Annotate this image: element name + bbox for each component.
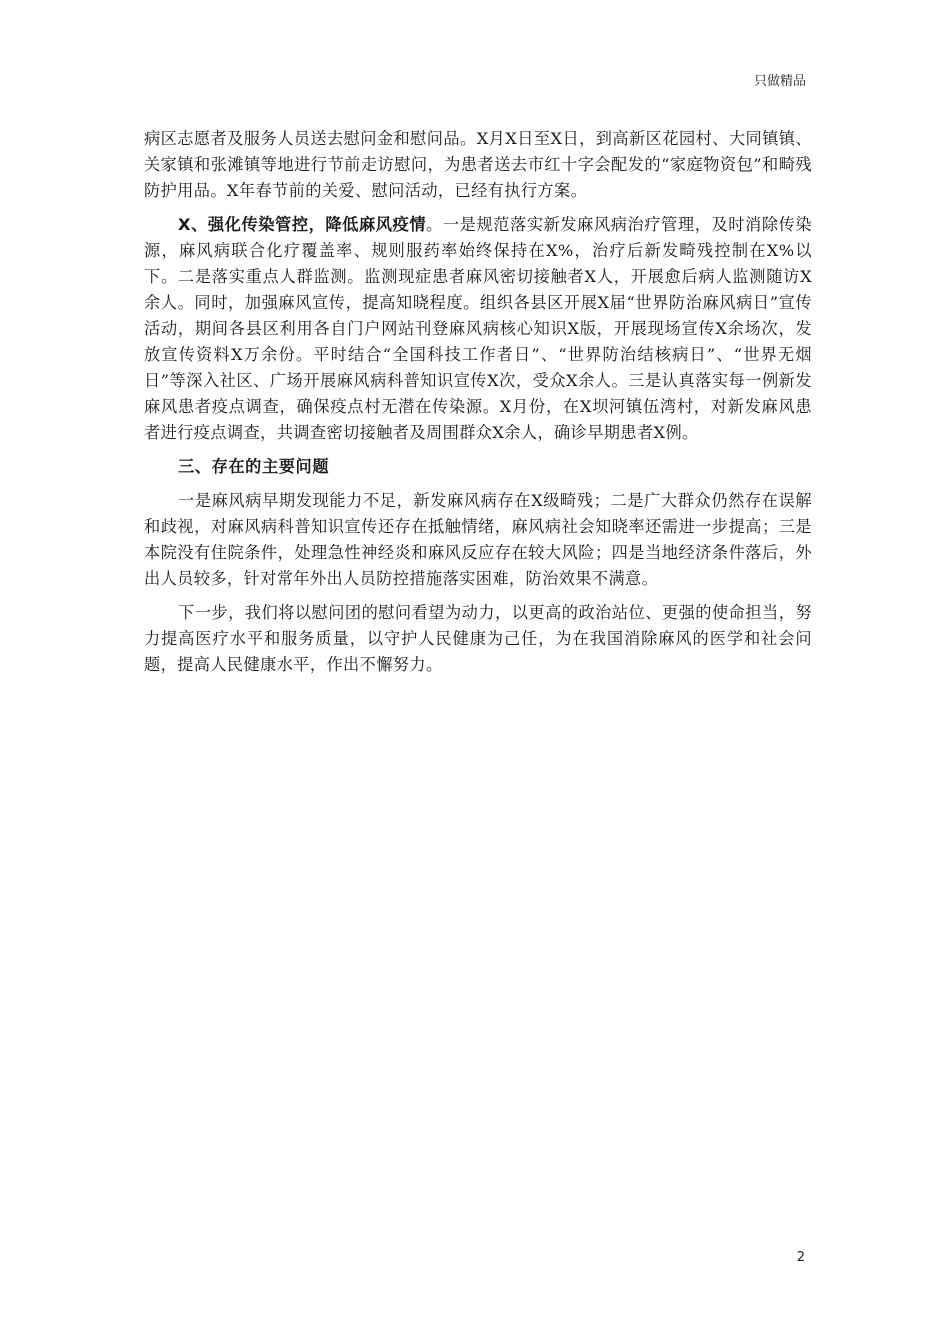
paragraph-continuation: 病区志愿者及服务人员送去慰问金和慰问品。X月X日至X日，到高新区花园村、大同镇镇、关家镇和张滩镇等地进行节前走访慰问，为患者送去市红十字会配发的“家庭物资包”和畸残防护用品。X年春节前的关爱、慰问活动，已经有执行方案。 <box>144 129 812 200</box>
paragraph-control-measures <box>144 212 812 446</box>
header-note: 只做精品 <box>753 74 806 89</box>
document-body <box>144 126 812 686</box>
paragraph-body-text: 。一是规范落实新发麻风病治疗管理，及时消除传染源，麻风病联合化疗覆盖率、规则服药率始终保持在X%，治疗后新发畸残控制在X%以下。二是落实重点人群监测。监测现症患者麻风密切接触者X人，开展愈后病人监测随访X余人。同时，加强麻风宣传，提高知晓程度。组织各县区开展X届“世界防治麻风病日”宣传活动，期间各县区利用各自门户网站刊登麻风病核心知识X版，开展现场宣传X余场次，发放宣传资料X万余份。平时结合“全国科技工作者日”、“世界防治结核病日”、“世界无烟日”等深入社区、广场开展麻风病科普知识宣传X次，受众X余人。三是认真落实每一例新发麻风患者疫点调查，确保疫点村无潜在传染源。X月份，在X坝河镇伍湾村，对新发麻风患者进行疫点调查，共调查密切接触者及周围群众X余人，确诊早期患者X例。 <box>144 215 812 442</box>
paragraph-lead-heading: X、强化传染管控，降低麻风疫情 <box>178 215 427 234</box>
paragraph-next-steps: 下一步，我们将以慰问团的慰问看望为动力，以更高的政治站位、更强的使命担当，努力提高医疗水平和服务质量，以守护人民健康为己任，为在我国消除麻风的医学和社会问题，提高人民健康水平，作出不懈努力。 <box>144 603 812 674</box>
page-number: 2 <box>796 1250 805 1265</box>
paragraph-problems: 一是麻风病早期发现能力不足，新发麻风病存在X级畸残；二是广大群众仍然存在误解和歧视，对麻风病科普知识宣传还存在抵触情绪，麻风病社会知晓率还需进一步提高；三是本院没有住院条件，处理急性神经炎和麻风反应存在较大风险；四是当地经济条件落后，外出人员较多，针对常年外出人员防控措施落实困难，防治效果不满意。 <box>144 491 812 588</box>
section-heading-main-problems: 三、存在的主要问题 <box>178 457 330 476</box>
